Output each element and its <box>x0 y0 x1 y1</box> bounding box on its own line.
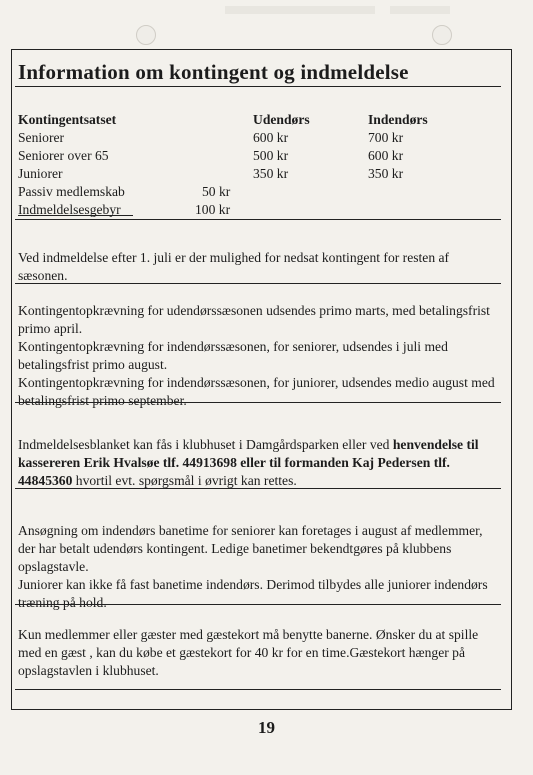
section-rule <box>15 488 501 489</box>
fee-row-label: Juniorer <box>18 166 63 181</box>
page-title: Information om kontingent og indmeldelse <box>18 60 409 84</box>
fee-row-outdoor: 600 kr <box>253 130 289 145</box>
section-rule <box>15 219 501 220</box>
fee-row-indoor: 350 kr <box>368 166 404 181</box>
billing-paragraph: Kontingentopkrævning for indendørssæsonen, for juniorer, udsendes medio august med betalingsfrist primo september. <box>18 375 495 408</box>
billing-paragraph: Kontingentopkrævning for udendørssæsonen udsendes primo marts, med betalingsfrist primo april. <box>18 303 490 336</box>
fee-table-underline <box>18 215 133 216</box>
billing-paragraph: Kontingentopkrævning for indendørssæsonen, for seniorer, udsendes i juli med betalingsfrist primo august. <box>18 339 448 372</box>
page-number: 19 <box>258 718 275 737</box>
binder-hole-left <box>136 25 156 45</box>
fee-row-label: Passiv medlemskab <box>18 184 125 199</box>
court-paragraph: Ansøgning om indendørs banetime for seniorer kan foretages i august af medlemmer, der har betalt udendørs kontingent. Ledige banetimer bekendtgøres på klubbens opslagstavle. <box>18 523 483 574</box>
fee-header-indoor: Indendørs <box>368 112 428 127</box>
bleed-through-text <box>390 6 450 14</box>
section-rule <box>15 402 501 403</box>
reduced-fee-note: Ved indmeldelse efter 1. juli er der mulighed for nedsat kontingent for resten af sæsonen. <box>18 250 450 283</box>
binder-hole-right <box>432 25 452 45</box>
fee-row-outdoor: 500 kr <box>253 148 289 163</box>
guest-rules: Kun medlemmer eller gæster med gæstekort må benytte banerne. Ønsker du at spille med en gæst , kan du købe et gæstekort for 40 kr for en time.Gæstekort hænger på opslagstavlen i klubhuset. <box>18 627 479 678</box>
fee-row-indoor: 700 kr <box>368 130 404 145</box>
fee-header-label: Kontingentsatset <box>18 112 117 127</box>
fee-row-single: 50 kr <box>202 184 231 199</box>
court-paragraph: Juniorer kan ikke få fast banetime indendørs. Derimod tilbydes alle juniorer indendørs træning på hold. <box>18 577 488 610</box>
signup-contact: henvendelse til kassereren Erik Hvalsøe tlf. 44913698 eller til formanden Kaj Pedersen tlf. 44845360 <box>18 437 479 488</box>
section-rule <box>15 689 501 690</box>
section-rule <box>15 283 501 284</box>
fee-row-label: Indmeldelsesgebyr <box>18 202 121 217</box>
fee-row-label: Seniorer over 65 <box>18 148 109 163</box>
signup-outro: hvortil evt. spørgsmål i øvrigt kan rettes. <box>72 473 297 488</box>
signup-info <box>18 436 500 490</box>
section-rule <box>15 604 501 605</box>
fee-row-outdoor: 350 kr <box>253 166 289 181</box>
fee-row-label: Seniorer <box>18 130 65 145</box>
signup-intro: Indmeldelsesblanket kan fås i klubhuset i Damgårdsparken eller ved <box>18 437 393 452</box>
fee-row-single: 100 kr <box>195 202 231 217</box>
fee-header-outdoor: Udendørs <box>253 112 310 127</box>
title-rule <box>15 86 501 87</box>
bleed-through-text <box>225 6 375 14</box>
fee-row-indoor: 600 kr <box>368 148 404 163</box>
